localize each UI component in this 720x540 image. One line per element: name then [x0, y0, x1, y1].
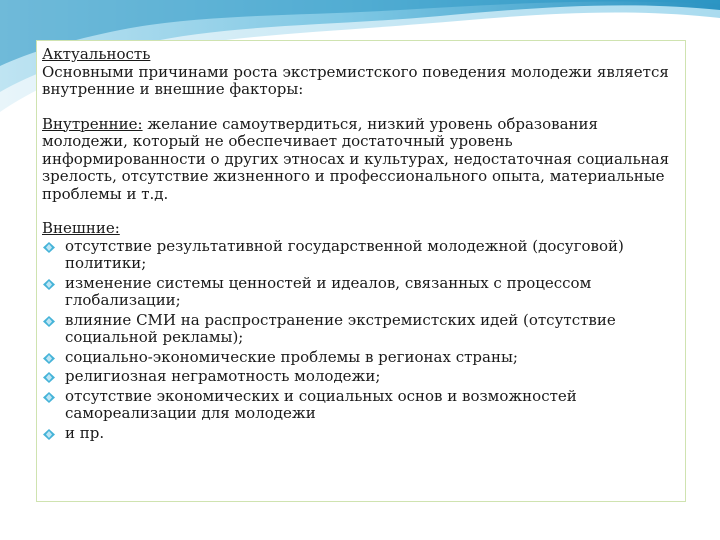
list-item — [42, 349, 678, 367]
diamond-bullet-icon — [43, 429, 55, 440]
internal-factors-paragraph — [42, 116, 678, 204]
list-item-text: религиозная неграмотность молодежи; — [65, 367, 381, 385]
list-item — [42, 275, 678, 310]
list-item — [42, 238, 678, 273]
slide-text — [42, 46, 678, 444]
external-factors-list — [42, 238, 678, 443]
list-item — [42, 312, 678, 347]
diamond-bullet-icon — [43, 242, 55, 253]
diamond-bullet-icon — [43, 279, 55, 290]
diamond-bullet-icon — [43, 372, 55, 383]
internal-label: Внутренние: — [42, 114, 143, 133]
diamond-bullet-icon — [43, 316, 55, 327]
diamond-bullet-icon — [43, 392, 55, 403]
list-item — [42, 368, 678, 386]
list-item-text: социально-экономические проблемы в регионах страны; — [65, 347, 518, 366]
list-item-text: изменение системы ценностей и идеалов, связанных с процессом глобализации; — [65, 273, 592, 309]
internal-text: желание самоутвердиться, низкий уровень образования молодежи, который не обеспечивает достаточный уровень информированности о других этносах и культурах, недостаточная социальная зрелость, отсутствие жизненного и профессионального опыта, материальные проблемы и т.д. — [42, 114, 670, 203]
list-item-text: влияние СМИ на распространение экстремистских идей (отсутствие социальной рекламы); — [65, 310, 616, 346]
list-item-text: отсутствие результативной государственной молодежной (досуговой) политики; — [65, 236, 624, 272]
list-item-text: и пр. — [65, 423, 105, 442]
external-label: Внешние: — [42, 219, 120, 237]
list-item-text: отсутствие экономических и социальных основ и возможностей самореализации для молодежи — [65, 386, 577, 422]
intro-paragraph: Основными причинами роста экстремистского поведения молодежи является внутренние и внешние факторы: — [42, 62, 669, 98]
list-item — [42, 388, 678, 423]
list-item — [42, 425, 678, 443]
diamond-bullet-icon — [43, 353, 55, 364]
slide-title: Актуальность — [42, 45, 151, 63]
